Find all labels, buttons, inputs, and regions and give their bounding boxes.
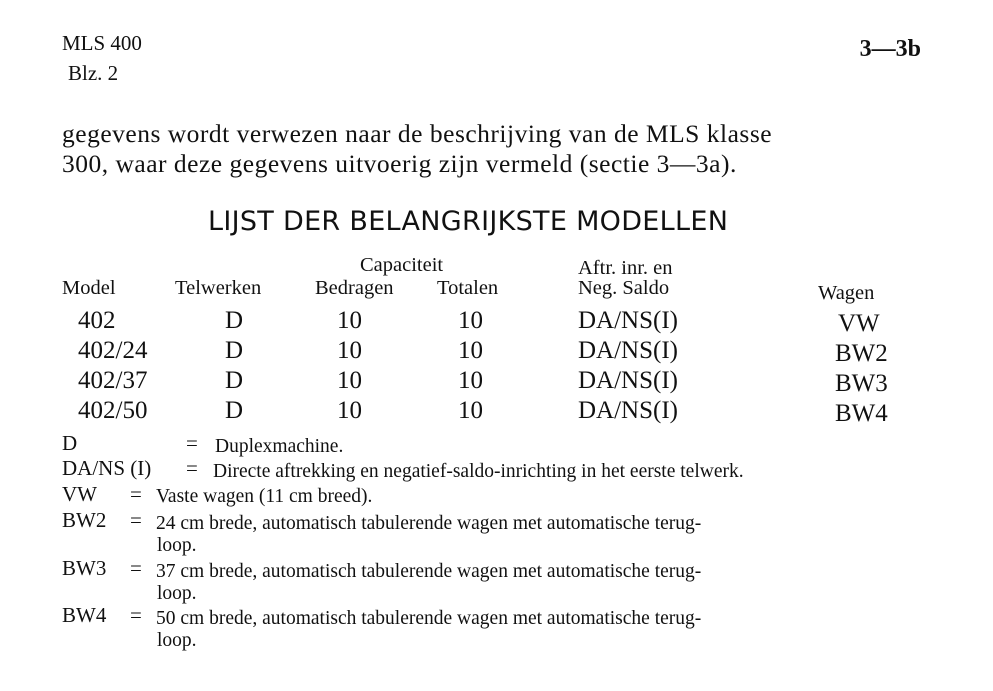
legend-text: Duplexmachine. (215, 436, 344, 457)
cell-telwerken: D (225, 307, 244, 334)
legend-text: 24 cm brede, automatisch tabulerende wagen met automatische terug- (156, 513, 702, 534)
legend-equals: = (186, 431, 198, 455)
legend-equals: = (130, 508, 142, 532)
legend-term: BW2 (62, 508, 107, 532)
cell-telwerken: D (225, 337, 244, 364)
aftr-header: Aftr. inr. en (578, 257, 673, 279)
column-header-negsaldo: Neg. Saldo (578, 277, 670, 299)
cell-totalen: 10 (458, 337, 483, 364)
legend-term: BW4 (62, 603, 107, 627)
cell-totalen: 10 (458, 397, 483, 424)
cell-totalen: 10 (458, 307, 483, 334)
cell-wagen: BW2 (835, 340, 888, 367)
legend-text-continuation: loop. (157, 630, 197, 651)
intro-line-1: gegevens wordt verwezen naar de beschrijving van de MLS klasse (62, 119, 773, 148)
legend-text-continuation: loop. (157, 583, 197, 604)
cell-telwerken: D (225, 367, 244, 394)
section-number: 3—3b (859, 36, 921, 62)
cell-wagen: VW (838, 310, 880, 337)
legend-equals: = (186, 456, 198, 480)
legend-term: DA/NS (I) (62, 456, 152, 480)
cell-totalen: 10 (458, 367, 483, 394)
cell-bedragen: 10 (337, 307, 362, 334)
document-code: MLS 400 (62, 31, 142, 55)
legend-equals: = (130, 603, 142, 627)
cell-bedragen: 10 (337, 397, 362, 424)
cell-model: 402/37 (78, 367, 148, 394)
cell-model: 402/24 (78, 337, 148, 364)
cell-negsaldo: DA/NS(I) (578, 367, 678, 394)
legend-text: 37 cm brede, automatisch tabulerende wagen met automatische terug- (156, 561, 702, 582)
column-header-bedragen: Bedragen (315, 277, 394, 299)
cell-model: 402/50 (78, 397, 148, 424)
legend-term: VW (62, 482, 97, 506)
legend-text: 50 cm brede, automatisch tabulerende wagen met automatische terug- (156, 608, 702, 629)
page-label: Blz. 2 (68, 61, 119, 85)
column-header-model: Model (62, 277, 116, 299)
intro-paragraph (62, 119, 772, 179)
page-header-left (62, 28, 142, 88)
column-header-totalen: Totalen (437, 277, 499, 299)
cell-negsaldo: DA/NS(I) (578, 337, 678, 364)
cell-bedragen: 10 (337, 367, 362, 394)
cell-wagen: BW3 (835, 370, 888, 397)
column-header-telwerken: Telwerken (175, 277, 262, 299)
cell-telwerken: D (225, 397, 244, 424)
legend-text-continuation: loop. (157, 535, 197, 556)
intro-line-2: 300, waar deze gegevens uitvoerig zijn vermeld (sectie 3—3a). (62, 149, 737, 178)
page-title: LIJST DER BELANGRIJKSTE MODELLEN (208, 206, 729, 237)
legend-text: Directe aftrekking en negatief-saldo-inrichting in het eerste telwerk. (213, 461, 744, 482)
cell-negsaldo: DA/NS(I) (578, 307, 678, 334)
legend-equals: = (130, 556, 142, 580)
legend-equals: = (130, 482, 142, 506)
legend-term: BW3 (62, 556, 107, 580)
cell-wagen: BW4 (835, 400, 888, 427)
column-header-wagen: Wagen (818, 282, 875, 304)
legend-term: D (62, 431, 78, 455)
cell-bedragen: 10 (337, 337, 362, 364)
capacity-group-header: Capaciteit (360, 254, 444, 276)
legend-text: Vaste wagen (11 cm breed). (156, 486, 373, 507)
cell-negsaldo: DA/NS(I) (578, 397, 678, 424)
cell-model: 402 (78, 307, 116, 334)
